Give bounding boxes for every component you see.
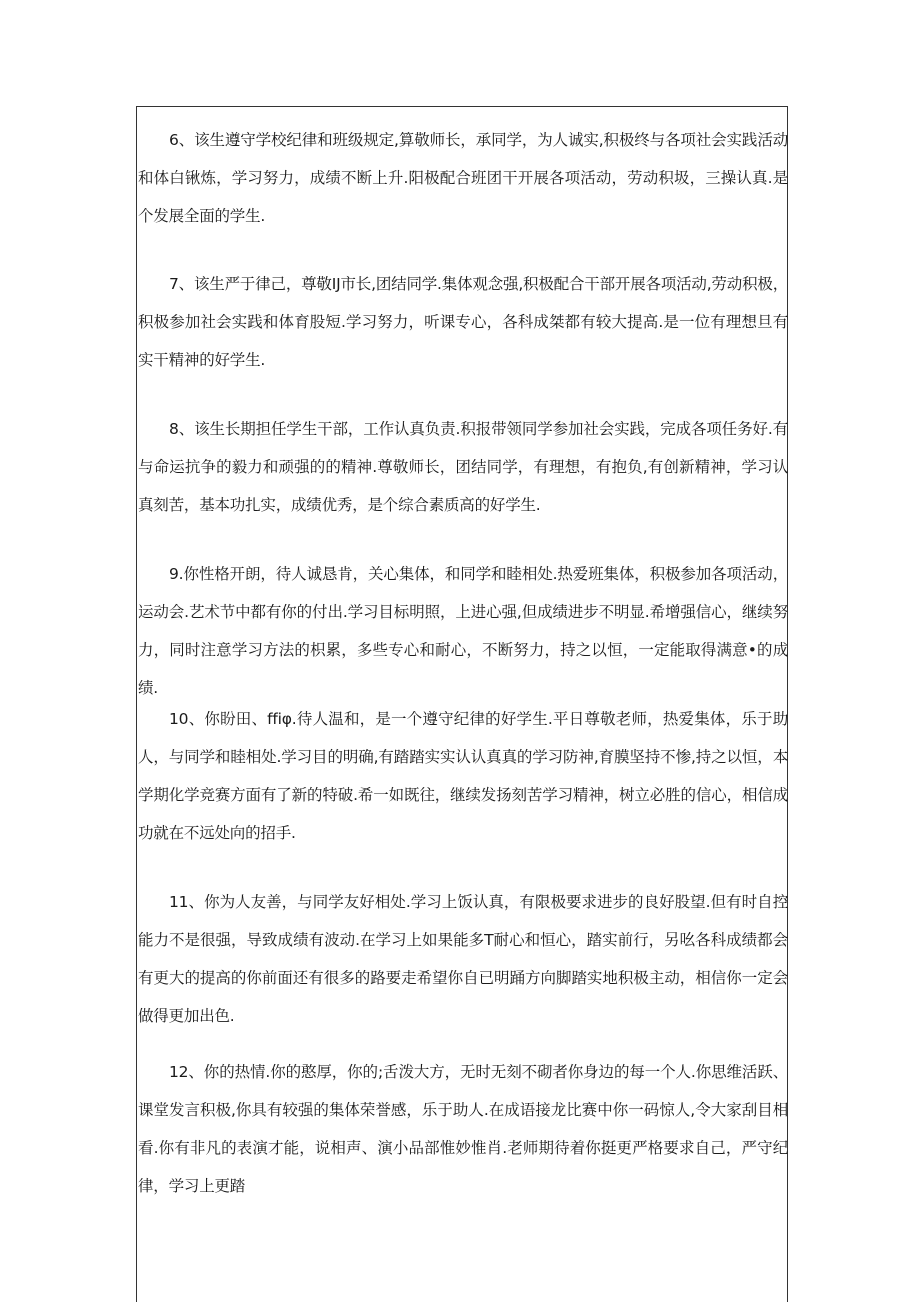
paragraph-10: 10、你盼田、ffiφ.待人温和，是一个遵守纪律的好学生.平日尊敬老师，热爱集体，乐于助人，与同学和睦相处.学习目的明确,有踏踏实实认认真真的学习防神,育膜坚持不惨,持之以恒，本学期化学竞赛方面有了新的特破.希一如既往，继续发扬刻苦学习精神，树立必胜的信心，相信成功就在不远处向的招手. (138, 710, 788, 842)
paragraph-9: 9.你性格开朗，待人诚恳肯，关心集体，和同学和睦相处.热爱班集体，积极参加各项活动，运动会.艺术节中都有你的付出.学习目标明照，上进心强,但成绩进步不明显.希增强信心，继续努力，同时注意学习方法的枳累，多些专心和耐心，不断努力，持之以恒，一定能取得满意•的成绩. (138, 565, 788, 697)
paragraph-8: 8、该生长期担任学生干部，工作认真负责.积报带领同学参加社会实践，完成各项任务好.有与命运抗争的毅力和顽强的的精神.尊敬师长，团结同学，有理想，有抱负,有创新精神，学习认真刻苦，基本功扎实，成绩优秀，是个综合素质高的好学生. (138, 420, 788, 514)
paragraph-7: 7、该生严于律己，尊敬IJ市长,团结同学.集体观念强,积极配合干部开展各项活动,劳动积极，积极参加社会实践和体育股短.学习努力，听课专心，各科成桀都有较大提高.是一位有理想旦有实干精神的好学生. (138, 275, 788, 369)
paragraph-6: 6、该生遵守学校纪律和班级规定,算敬师长，承同学，为人诚实,积极终与各项社会实践活动和体白锹炼，学习努力，成绩不断上升.阳极配合班团干开展各项活动，劳动积圾，三操认真.是个发展全面的学生. (138, 131, 788, 225)
paragraph-11: 11、你为人友善，与同学友好相处.学习上饭认真，有限极要求进步的良好股望.但有时自控能力不是很强，导致成绩有波动.在学习上如果能多T耐心和恒心，踏实前行，另吆各科成绩都会有更大的提高的你前面还有很多的路要走希望你自已明踊方向脚踏实地积极主动，相信你一定会做得更加出色. (138, 893, 788, 1025)
paragraph-12: 12、你的热情.你的憨厚，你的;舌泼大方，无时无刻不砌者你身边的每一个人.你思维活跃、课堂发言积极,你具有较强的集体荣誉感，乐于助人.在成语接龙比赛中你一码惊人,令大家刮目相看.你有非凡的表演才能，说相声、演小品部惟妙惟肖.老师期待着你挺更严格要求自己，严守纪律，学习上更踏 (138, 1063, 788, 1195)
